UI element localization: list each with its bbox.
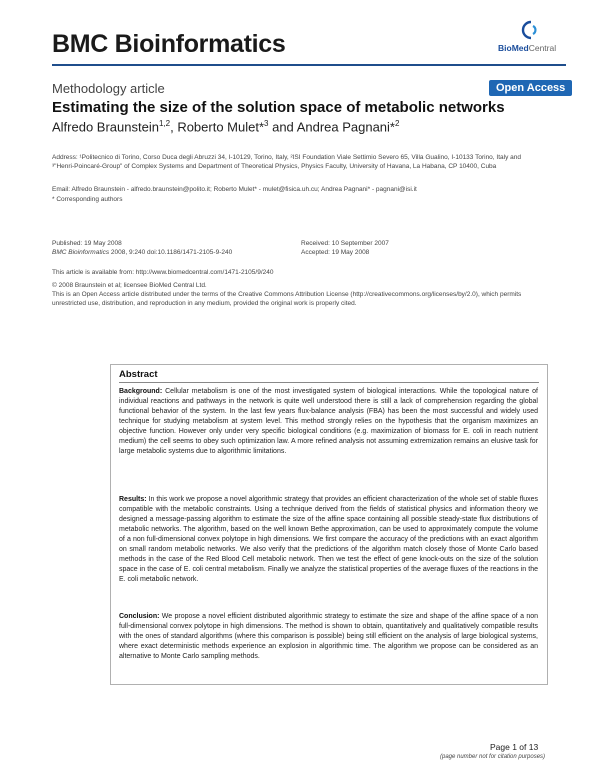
citation-details: 2008, 9:240 doi:10.1186/1471-2105-9-240: [109, 249, 233, 256]
background-label: Background:: [119, 388, 163, 395]
license-text: This is an Open Access article distributed under the terms of the Creative Commons Attribution License (http://creativecommons.org/licenses/by/2.0), which permits unrestricted use, distribution, and reproduction in any medium, provided the original work is properly cited.: [52, 291, 522, 307]
abstract-results: [119, 495, 538, 585]
open-access-badge: Open Access: [489, 80, 572, 96]
dates-info: [301, 239, 389, 257]
abstract-conclusion: [119, 612, 538, 662]
author-list: [52, 119, 399, 134]
publication-info: [52, 239, 232, 257]
author-emails: Email: Alfredo Braunstein - alfredo.braunstein@polito.it; Roberto Mulet* - mulet@fisica.uh.cu; Andrea Pagnani* - pagnani@isi.it: [52, 186, 417, 193]
page-number: Page 1 of 13: [490, 742, 539, 752]
journal-title: BMC Bioinformatics: [52, 30, 286, 58]
results-text: In this work we propose a novel algorithmic strategy that provides an efficient characterization of the whole set of stable fluxes compatible with the metabolic constraints. Using a technique derived from the fields of statistical physics and information theory we designed a message-passing algorithm to estimate the size of the affine space containing all possible steady-state flux distributions of metabolic networks. The algorithm, based on the well known Bethe approximation, can be used to approximately compute the volume of a non full-dimensional convex polytope in high dimensions. We first compare the accuracy of the predictions with an exact algorithm on small random metabolic networks. We also verify that the predictions of the algorithm match closely those of Monte Carlo based methods in the case of the Red Blood Cell metabolic network. Then we test the effect of gene knock-outs on the size of the solution space in the case of E. coli central metabolism. Finally we analyze the statistical properties of the average fluxes of the reactions in the E. coli metabolic network.: [119, 496, 538, 583]
author-affiliation: 1,2: [158, 119, 171, 128]
author-separator: and: [268, 119, 297, 135]
logo-bio: BioMed: [498, 43, 529, 53]
logo-text: [498, 43, 556, 53]
citation: [52, 248, 232, 257]
abstract-background: [119, 387, 538, 457]
copyright: © 2008 Braunstein et al; licensee BioMed Central Ltd.: [52, 282, 207, 289]
abstract-heading: Abstract: [119, 369, 158, 380]
biomed-central-logo[interactable]: [498, 20, 564, 60]
header-rule: [52, 64, 566, 66]
background-text: Cellular metabolism is one of the most investigated system of biological interactions. While the topological nature of individual reactions and pathways in the network is quite well understood there is still a lack of comprehension regarding the global functional behavior of the system. In the last few years flux-balance analysis (FBA) has been the most successful and widely used technique for studying metabolism at system level. This method strongly relies on the hypothesis that the organism maximizes an objective function. However only under very specific biological conditions (e.g. maximization of biomass for E. coli in reach nutrient medium) the cell seems to obey such optimization law. A more refined analysis not assuming extremization remains an elusive task for large metabolic systems due to algorithmic limitations.: [119, 388, 538, 455]
received-date: Received: 10 September 2007: [301, 240, 389, 247]
article-type: Methodology article: [52, 81, 165, 96]
page-number-note: (page number not for citation purposes): [440, 754, 546, 760]
availability-link[interactable]: This article is available from: http://www.biomedcentral.com/1471-2105/9/240: [52, 269, 274, 276]
license-block: [52, 281, 552, 308]
accepted-date: Accepted: 19 May 2008: [301, 249, 370, 256]
author-name: Roberto Mulet*: [177, 119, 265, 135]
author-name: Andrea Pagnani*: [296, 119, 395, 135]
abstract-box: [110, 364, 548, 685]
author-separator: ,: [170, 119, 178, 135]
article-title: Estimating the size of the solution space of metabolic networks: [52, 99, 505, 116]
logo-central: Central: [528, 43, 557, 53]
author-affiliation: 3: [264, 119, 269, 128]
abstract-rule: [119, 382, 539, 383]
author-address: Address: ¹Politecnico di Torino, Corso Duca degli Abruzzi 34, I-10129, Torino, Italy, ²ISI Foundation Viale Settimio Severo 65, Villa Gualino, I-10133 Torino, Italy and ³"Henri-Poincaré-Group" of Complex Systems and Department of Theoretical Physics, Physics Faculty, University of Havana, La Habana, CP 10400, Cuba: [52, 154, 521, 170]
published-date: Published: 19 May 2008: [52, 240, 122, 247]
citation-journal: BMC Bioinformatics: [52, 249, 110, 256]
results-label: Results:: [119, 496, 147, 503]
conclusion-label: Conclusion:: [119, 613, 160, 620]
conclusion-text: We propose a novel efficient distributed algorithmic strategy to estimate the size and shape of the affine space of a non full-dimensional convex polytope in high dimensions. The method is shown to obtain, quantitatively and qualitatively compatible results with the ones of standard algorithms (where this comparison is possible) being still efficient on the analysis of large biological systems, where exact deterministic methods experience an explosion in algorithmic time. The algorithm we propose can be considered as an alternative to Monte Carlo sampling methods.: [119, 613, 538, 660]
corresponding-note: * Corresponding authors: [52, 196, 123, 203]
author-affiliation: 2: [395, 119, 400, 128]
author-name: Alfredo Braunstein: [52, 119, 159, 135]
biomed-central-logo-icon: [520, 20, 540, 40]
